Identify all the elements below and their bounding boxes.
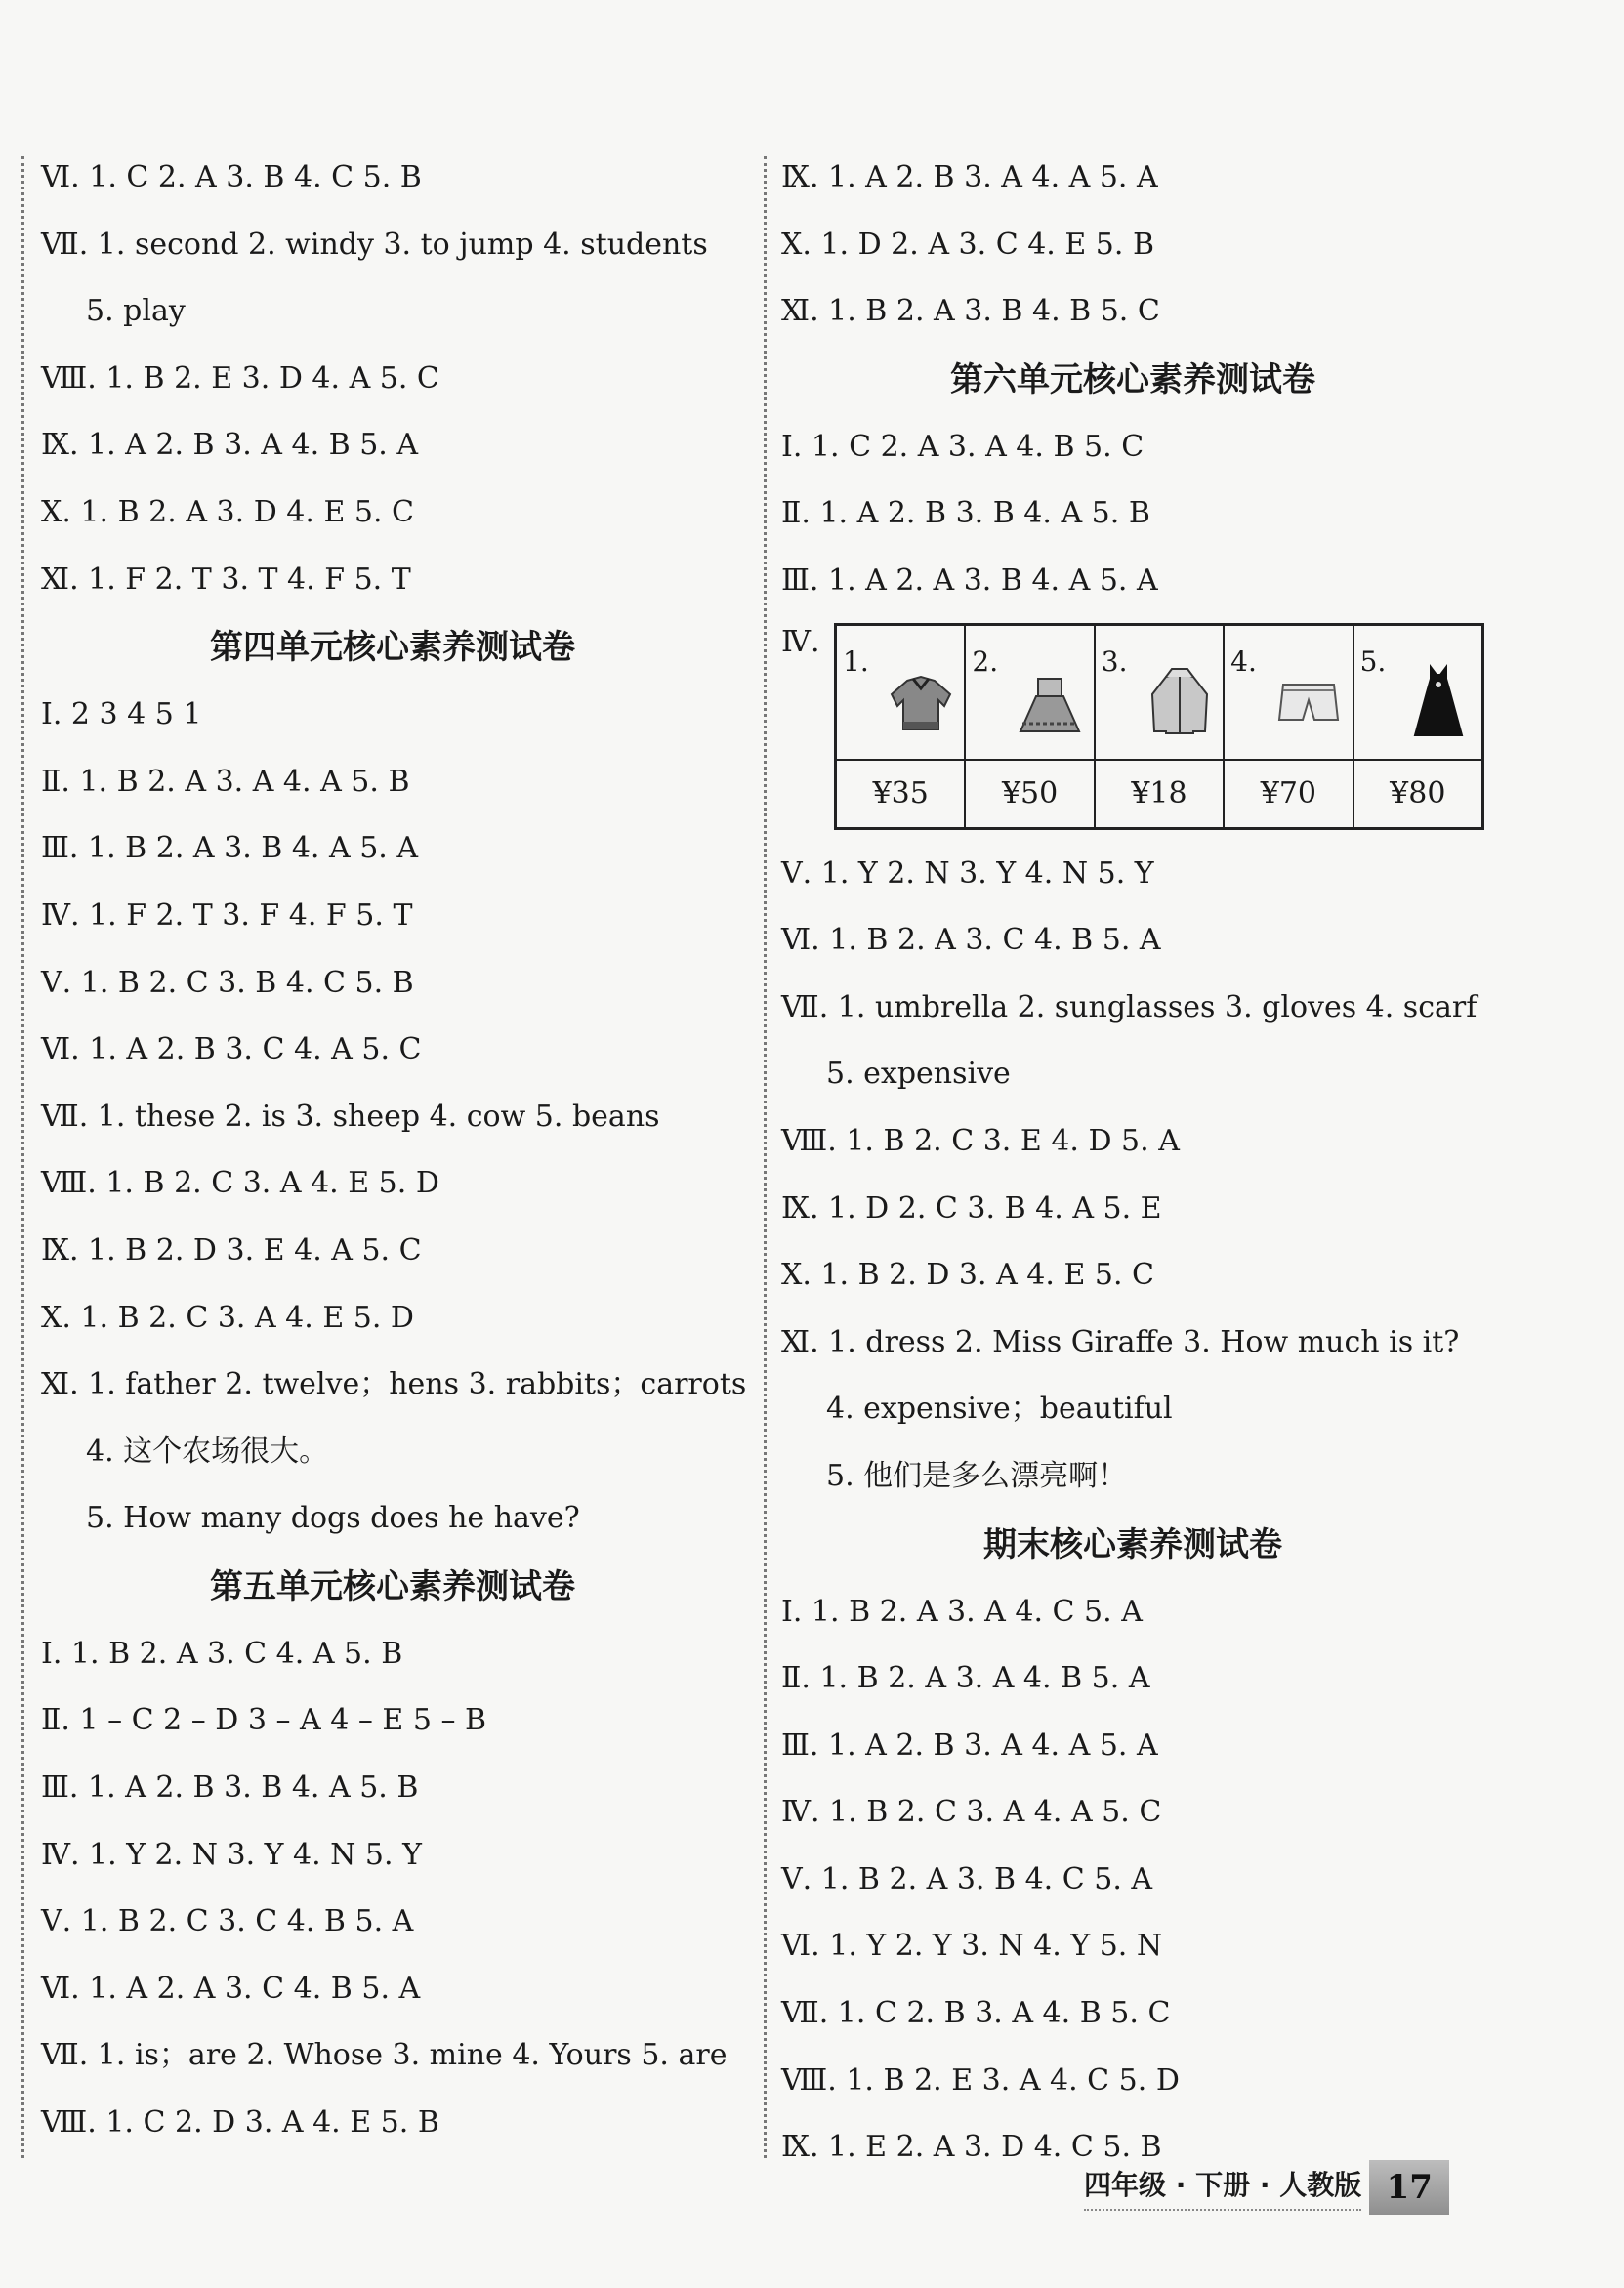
price-cell-3 [1095,624,1224,760]
price-value: ¥35 [836,760,966,829]
answer-line: Ⅴ. 1. B 2. A 3. B 4. C 5. A [781,1861,1153,1896]
answer-line: 4. 这个农场很大。 [86,1434,329,1469]
answer-line: Ⅵ. 1. B 2. A 3. C 4. B 5. A [781,923,1161,958]
price-value: ¥70 [1224,760,1353,829]
answer-line: Ⅶ. 1. these 2. is 3. sheep 4. cow 5. beans [41,1099,660,1134]
answer-line: Ⅷ. 1. B 2. E 3. D 4. A 5. C [41,360,439,395]
price-table [834,623,1484,830]
answer-line: Ⅷ. 1. B 2. C 3. E 4. D 5. A [781,1123,1180,1158]
answer-line: Ⅺ. 1. B 2. A 3. B 4. B 5. C [781,294,1160,329]
answer-line: Ⅵ. 1. A 2. B 3. C 4. A 5. C [41,1032,422,1067]
answer-line: Ⅶ. 1. second 2. windy 3. to jump 4. students [41,227,708,262]
answer-line: Ⅹ. 1. B 2. A 3. D 4. E 5. C [41,494,414,529]
answer-line: Ⅶ. 1. C 2. B 3. A 4. B 5. C [781,1996,1171,2031]
price-cell-4 [1224,624,1353,760]
answer-line: 5. expensive [826,1057,1011,1092]
answer-line: Ⅺ. 1. father 2. twelve；hens 3. rabbits；carrots [41,1367,747,1402]
item-number: 5. [1359,645,1387,678]
answer-line: Ⅴ. 1. B 2. C 3. B 4. C 5. B [41,965,414,1000]
dress-icon [1401,655,1476,743]
answer-line: Ⅰ. 1. C 2. A 3. A 4. B 5. C [781,429,1145,464]
answer-line: Ⅹ. 1. D 2. A 3. C 4. E 5. B [781,227,1154,262]
item-number: 2. [972,645,999,678]
answer-line: 4. expensive；beautiful [826,1392,1173,1427]
answer-line: Ⅱ. 1. B 2. A 3. A 4. B 5. A [781,1661,1150,1696]
answer-line: Ⅶ. 1. umbrella 2. sunglasses 3. gloves 4. scarf [781,989,1478,1024]
answer-line: Ⅸ. 1. E 2. A 3. D 4. C 5. B [781,2130,1162,2165]
price-value: ¥50 [965,760,1094,829]
answer-line: Ⅴ. 1. B 2. C 3. C 4. B 5. A [41,1904,414,1939]
answer-line: Ⅶ. 1. is；are 2. Whose 3. mine 4. Yours 5. are [41,2038,728,2073]
answer-line: 5. How many dogs does he have? [86,1501,580,1536]
answer-line: Ⅰ. 1. B 2. A 3. A 4. C 5. A [781,1594,1143,1629]
item-number: 1. [843,645,869,678]
jacket-icon [1143,655,1217,743]
answer-line: Ⅸ. 1. A 2. B 3. A 4. A 5. A [781,160,1158,194]
price-value: ¥18 [1095,760,1224,829]
answer-line: Ⅳ. 1. B 2. C 3. A 4. A 5. C [781,1795,1162,1830]
answer-line: Ⅱ. 1 – C 2 – D 3 – A 4 – E 5 – B [41,1703,487,1738]
price-cell-1 [836,624,966,760]
answer-line: 5. play [86,294,186,329]
section-heading: 第五单元核心素养测试卷 [210,1566,575,1606]
right-column [781,145,1484,2182]
answer-line: 5. 他们是多么漂亮啊！ [826,1458,1128,1493]
answer-line: Ⅳ. 1. Y 2. N 3. Y 4. N 5. Y [41,1837,422,1872]
answer-line: Ⅰ. 2 3 4 5 1 [41,697,202,732]
section-heading: 期末核心素养测试卷 [983,1524,1282,1564]
answer-line: Ⅵ. 1. C 2. A 3. B 4. C 5. B [41,160,422,194]
answer-line: Ⅱ. 1. B 2. A 3. A 4. A 5. B [41,764,410,799]
answer-line: Ⅸ. 1. B 2. D 3. E 4. A 5. C [41,1232,422,1268]
answer-line: Ⅳ. 1. F 2. T 3. F 4. F 5. T [41,897,413,933]
left-column [41,145,747,2157]
answer-line: Ⅲ. 1. B 2. A 3. B 4. A 5. A [41,831,419,866]
answer-line: Ⅺ. 1. F 2. T 3. T 4. F 5. T [41,562,411,597]
right-column-top [781,145,1484,615]
column-divider [764,156,767,2158]
answer-line: Ⅹ. 1. B 2. D 3. A 4. E 5. C [781,1258,1154,1293]
answer-line: Ⅷ. 1. B 2. E 3. A 4. C 5. D [781,2062,1180,2098]
answer-line: Ⅵ. 1. A 2. A 3. C 4. B 5. A [41,1971,421,2006]
page-number: 17 [1369,2160,1449,2215]
section-heading: 第六单元核心素养测试卷 [950,359,1315,399]
answer-line: Ⅲ. 1. A 2. B 3. A 4. A 5. A [781,1727,1158,1763]
item-number: 4. [1230,645,1257,678]
answer-line: Ⅹ. 1. B 2. C 3. A 4. E 5. D [41,1300,414,1335]
page-footer [1084,2158,1449,2217]
answer-line: Ⅸ. 1. D 2. C 3. B 4. A 5. E [781,1190,1162,1226]
answer-line: Ⅺ. 1. dress 2. Miss Giraffe 3. How much is it? [781,1324,1460,1359]
answer-line: Ⅱ. 1. A 2. B 3. B 4. A 5. B [781,496,1150,531]
right-column-bottom [781,841,1484,2182]
price-table-label: Ⅳ. [781,624,820,659]
section-heading: 第四单元核心素养测试卷 [210,628,575,668]
answer-line: Ⅵ. 1. Y 2. Y 3. N 4. Y 5. N [781,1929,1163,1964]
answer-line: Ⅴ. 1. Y 2. N 3. Y 4. N 5. Y [781,855,1154,891]
answer-line: Ⅰ. 1. B 2. A 3. C 4. A 5. B [41,1636,403,1671]
price-cell-5 [1353,624,1483,760]
skirt-icon [1013,655,1087,743]
item-number: 3. [1101,645,1128,678]
answer-line: Ⅲ. 1. A 2. B 3. B 4. A 5. B [41,1770,419,1806]
price-value: ¥80 [1353,760,1483,829]
answer-line: Ⅷ. 1. C 2. D 3. A 4. E 5. B [41,2105,439,2141]
left-dotted-border [21,156,24,2158]
price-cell-2 [965,624,1094,760]
sweater-icon [884,655,958,743]
answer-line: Ⅲ. 1. A 2. A 3. B 4. A 5. A [781,562,1158,598]
shorts-icon [1271,655,1346,743]
price-table-section [781,615,1484,841]
answer-line: Ⅸ. 1. A 2. B 3. A 4. B 5. A [41,428,419,463]
grade-edition-label: 四年级 · 下册 · 人教版 [1084,2164,1361,2211]
answer-line: Ⅷ. 1. B 2. C 3. A 4. E 5. D [41,1166,439,1201]
